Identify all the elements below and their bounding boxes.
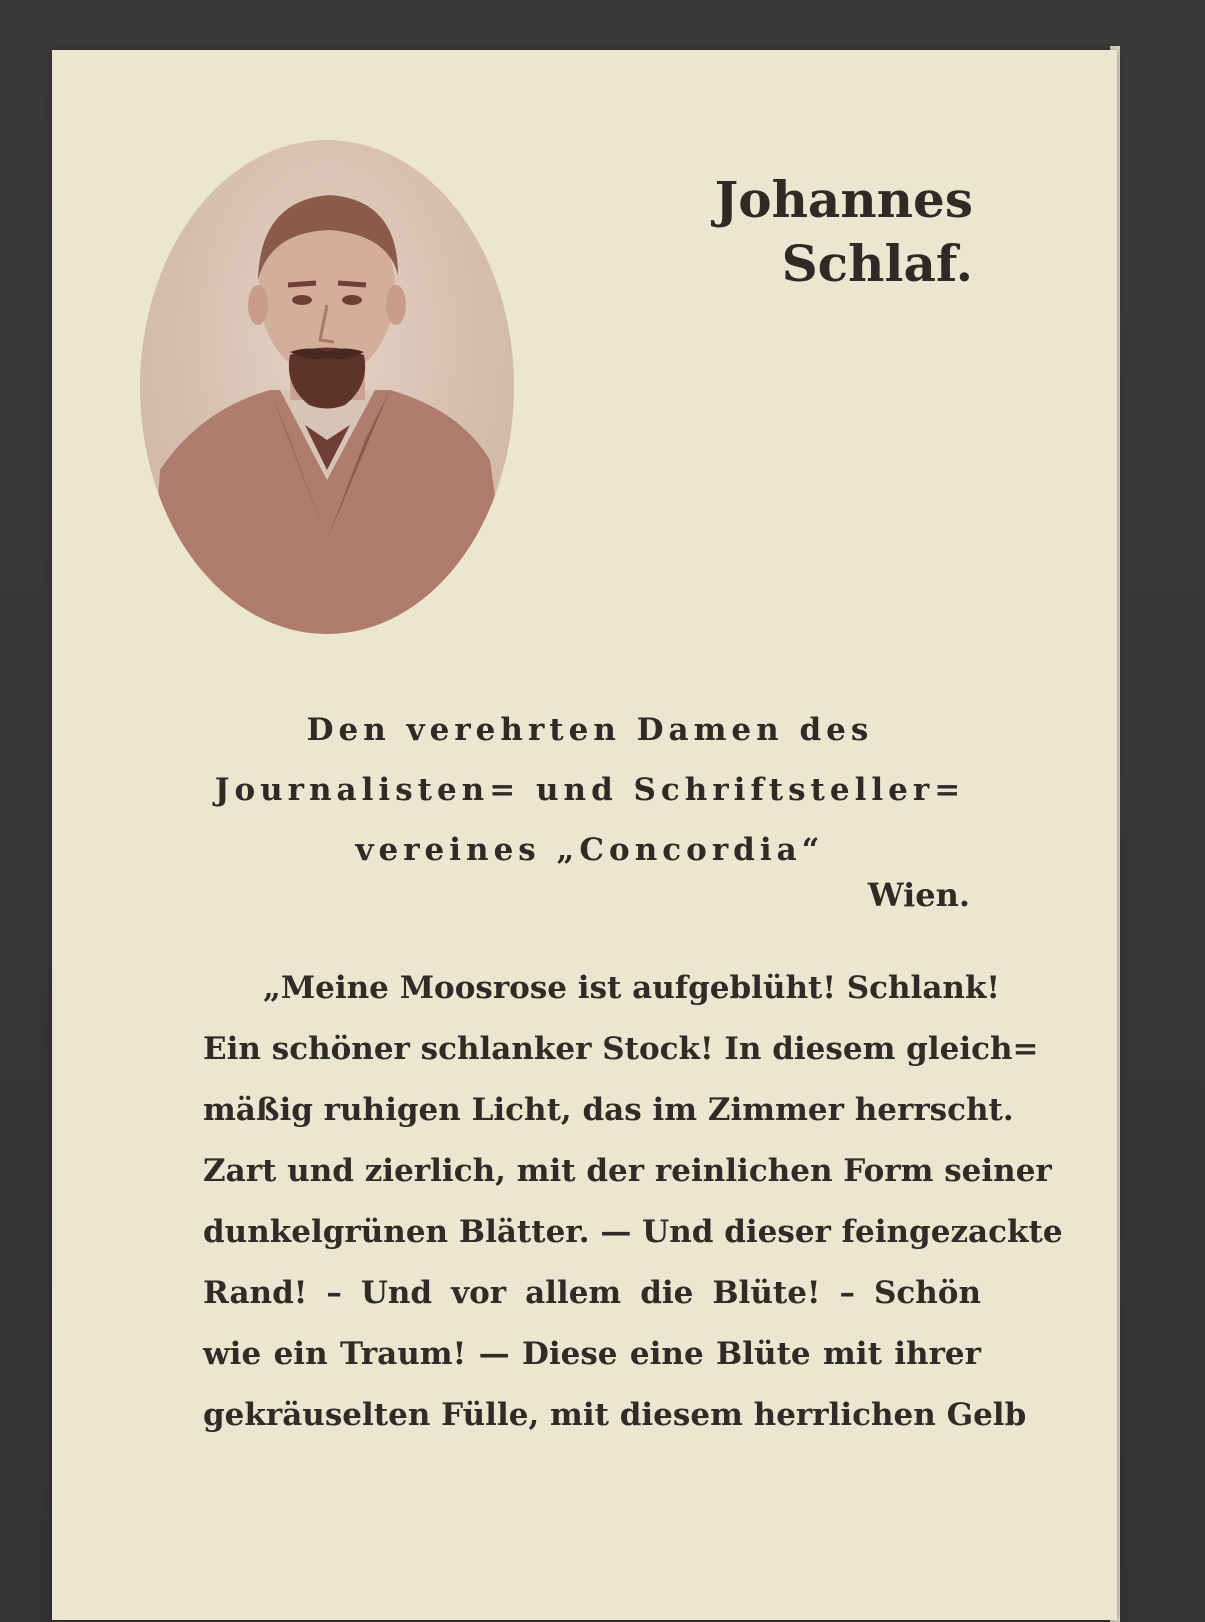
body-paragraph (203, 958, 1063, 1446)
body-line: „Meine Moosrose ist aufgeblüht! Schlank! (263, 970, 1001, 1006)
body-line: Zart und zierlich, mit der reinlichen Form seiner (203, 1153, 1052, 1189)
portrait-photo-icon (140, 140, 514, 634)
dedication-line-3: vereines „Concordia“ (355, 832, 825, 868)
author-last-name: Schlaf. (781, 234, 973, 293)
dedication-line-2: Journalisten= und Schriftsteller= (214, 772, 966, 808)
author-portrait (140, 140, 514, 634)
dedication-line-1: Den verehrten Damen des (306, 712, 874, 748)
body-line: mäßig ruhigen Licht, das im Zimmer herrscht. (203, 1092, 1014, 1128)
body-line: Rand! – Und vor allem die Blüte! – Schön (203, 1275, 981, 1311)
body-line: wie ein Traum! — Diese eine Blüte mit ihrer (203, 1336, 981, 1372)
author-name (715, 168, 973, 296)
place-line: Wien. (867, 876, 970, 914)
body-line: Ein schöner schlanker Stock! In diesem gleich= (203, 1031, 1039, 1067)
author-first-name: Johannes (714, 170, 973, 229)
body-line: dunkelgrünen Blätter. — Und dieser feingezackte (203, 1214, 1063, 1250)
body-line: gekräuselten Fülle, mit diesem herrlichen Gelb (203, 1397, 1027, 1433)
dedication (210, 700, 970, 880)
